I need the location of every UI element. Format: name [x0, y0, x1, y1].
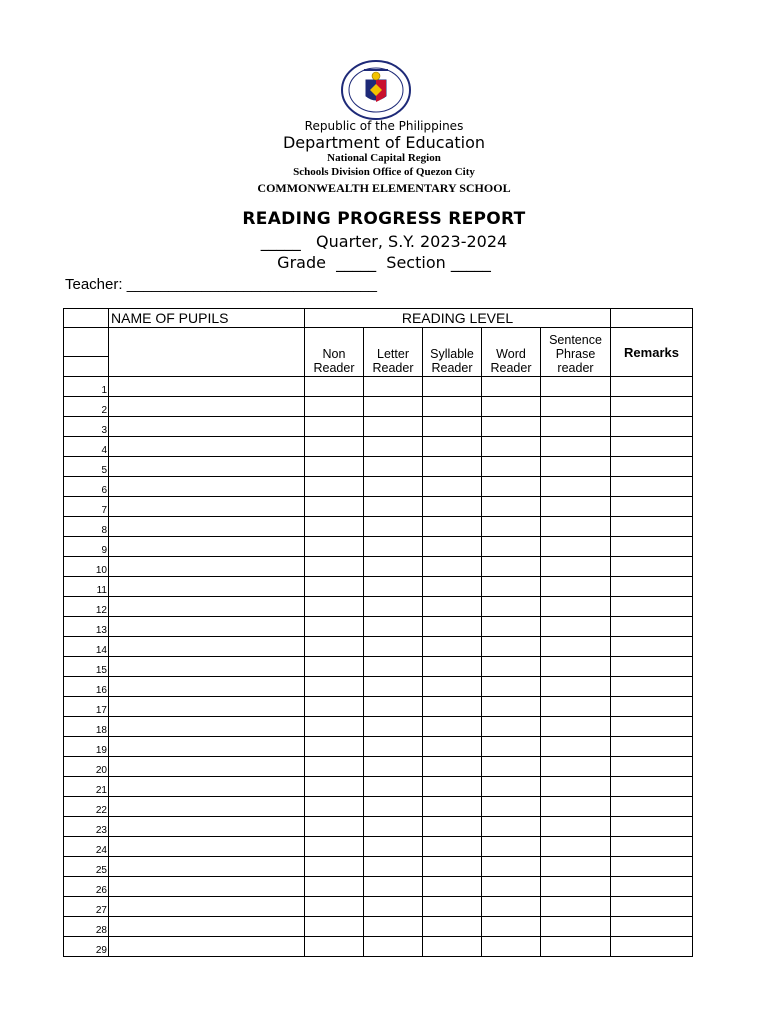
- letter-reader-cell[interactable]: [364, 717, 423, 737]
- syllable-reader-cell[interactable]: [423, 417, 482, 437]
- quarter-line: _____ Quarter, S.Y. 2023-2024: [260, 232, 508, 251]
- syllable-reader-cell[interactable]: [423, 557, 482, 577]
- letter-reader-cell[interactable]: [364, 417, 423, 437]
- sentence-phrase-reader-cell[interactable]: [541, 577, 611, 597]
- syllable-reader-cell[interactable]: [423, 537, 482, 557]
- pupil-name-cell[interactable]: [109, 477, 305, 497]
- row-number-cell: 28: [64, 917, 109, 937]
- remarks-cell[interactable]: [611, 837, 693, 857]
- syllable-reader-cell[interactable]: [423, 797, 482, 817]
- non-reader-cell[interactable]: [305, 797, 364, 817]
- letter-reader-cell[interactable]: [364, 817, 423, 837]
- non-reader-cell[interactable]: [305, 457, 364, 477]
- table-row: [64, 577, 693, 597]
- row-number-cell: 16: [64, 677, 109, 697]
- pupil-name-cell[interactable]: [109, 457, 305, 477]
- non-reader-cell[interactable]: [305, 697, 364, 717]
- pupil-name-cell[interactable]: [109, 637, 305, 657]
- table-row: [64, 417, 693, 437]
- row-number-cell: 27: [64, 897, 109, 917]
- non-reader-cell[interactable]: [305, 517, 364, 537]
- pupil-name-cell[interactable]: [109, 677, 305, 697]
- row-number-cell: 8: [64, 517, 109, 537]
- letter-reader-cell[interactable]: [364, 797, 423, 817]
- table-row: [64, 537, 693, 557]
- department-label: Department of Education: [282, 133, 486, 152]
- non-reader-cell[interactable]: [305, 477, 364, 497]
- pupil-name-cell[interactable]: [109, 497, 305, 517]
- table-row: [64, 617, 693, 637]
- non-reader-cell[interactable]: [305, 917, 364, 937]
- number-subheader-cell: [64, 328, 109, 377]
- row-number-cell: 7: [64, 497, 109, 517]
- sentence-phrase-reader-cell[interactable]: [541, 837, 611, 857]
- report-title: READING PROGRESS REPORT: [242, 209, 526, 229]
- remarks-top-cell: [611, 309, 693, 328]
- table-row: [64, 437, 693, 457]
- subheader-text-line: Reader: [490, 361, 532, 375]
- table-row: [64, 757, 693, 777]
- non-reader-cell[interactable]: [305, 577, 364, 597]
- word-reader-cell[interactable]: [482, 677, 541, 697]
- remarks-cell[interactable]: [611, 817, 693, 837]
- pupil-name-cell[interactable]: [109, 877, 305, 897]
- pupil-name-cell[interactable]: [109, 797, 305, 817]
- pupil-name-cell[interactable]: [109, 717, 305, 737]
- syllable-reader-cell[interactable]: [423, 577, 482, 597]
- non-reader-cell[interactable]: [305, 397, 364, 417]
- remarks-header: Remarks: [611, 328, 693, 377]
- word-reader-cell[interactable]: [482, 417, 541, 437]
- table-row: [64, 937, 693, 957]
- word-reader-cell[interactable]: [482, 437, 541, 457]
- word-reader-cell[interactable]: [482, 757, 541, 777]
- table-row: [64, 797, 693, 817]
- letter-reader-cell[interactable]: [364, 837, 423, 857]
- row-number-cell: 14: [64, 637, 109, 657]
- subheader-text-line: Sentence: [549, 333, 602, 347]
- letter-reader-cell[interactable]: [364, 377, 423, 397]
- row-number-cell: 9: [64, 537, 109, 557]
- non-reader-cell[interactable]: [305, 617, 364, 637]
- sentence-phrase-reader-cell[interactable]: [541, 637, 611, 657]
- row-number-cell: 11: [64, 577, 109, 597]
- letter-reader-cell[interactable]: [364, 617, 423, 637]
- pupil-name-cell[interactable]: [109, 917, 305, 937]
- remarks-cell[interactable]: [611, 717, 693, 737]
- non-reader-cell[interactable]: [305, 737, 364, 757]
- subheader-text-line: Non: [322, 347, 346, 361]
- pupil-name-cell[interactable]: [109, 437, 305, 457]
- table-row: [64, 457, 693, 477]
- pupil-name-cell[interactable]: [109, 537, 305, 557]
- letter-reader-cell[interactable]: [364, 497, 423, 517]
- remarks-cell[interactable]: [611, 917, 693, 937]
- word-reader-cell[interactable]: [482, 657, 541, 677]
- letter-reader-cell[interactable]: [364, 737, 423, 757]
- row-number-cell: 12: [64, 597, 109, 617]
- sentence-phrase-reader-cell[interactable]: [541, 817, 611, 837]
- letter-reader-cell[interactable]: [364, 777, 423, 797]
- row-number-cell: 25: [64, 857, 109, 877]
- remarks-cell[interactable]: [611, 577, 693, 597]
- remarks-cell[interactable]: [611, 757, 693, 777]
- word-reader-cell[interactable]: [482, 777, 541, 797]
- sentence-phrase-reader-cell[interactable]: [541, 417, 611, 437]
- table-row: [64, 897, 693, 917]
- letter-reader-cell[interactable]: [364, 677, 423, 697]
- pupil-name-cell[interactable]: [109, 517, 305, 537]
- letter-reader-cell[interactable]: [364, 577, 423, 597]
- republic-label: Republic of the Philippines: [304, 119, 464, 133]
- pupil-name-cell[interactable]: [109, 817, 305, 837]
- table-row: [64, 677, 693, 697]
- row-number-cell: 5: [64, 457, 109, 477]
- table-row: [64, 497, 693, 517]
- word-reader-cell[interactable]: [482, 397, 541, 417]
- syllable-reader-cell[interactable]: [423, 737, 482, 757]
- table-row: [64, 737, 693, 757]
- row-number-cell: 13: [64, 617, 109, 637]
- sentence-phrase-reader-cell[interactable]: [541, 437, 611, 457]
- pupil-name-cell[interactable]: [109, 737, 305, 757]
- word-reader-cell[interactable]: [482, 637, 541, 657]
- syllable-reader-cell[interactable]: [423, 397, 482, 417]
- remarks-cell[interactable]: [611, 637, 693, 657]
- sentence-phrase-reader-cell[interactable]: [541, 677, 611, 697]
- pupil-name-cell[interactable]: [109, 397, 305, 417]
- table-row: [64, 637, 693, 657]
- non-reader-cell[interactable]: [305, 877, 364, 897]
- table-row: [64, 817, 693, 837]
- pupil-name-cell[interactable]: [109, 557, 305, 577]
- syllable-reader-cell[interactable]: [423, 517, 482, 537]
- remarks-cell[interactable]: [611, 617, 693, 637]
- word-reader-cell[interactable]: [482, 557, 541, 577]
- word-reader-cell[interactable]: [482, 697, 541, 717]
- remarks-cell[interactable]: [611, 557, 693, 577]
- remarks-cell[interactable]: [611, 777, 693, 797]
- remarks-cell[interactable]: [611, 537, 693, 557]
- remarks-cell[interactable]: [611, 417, 693, 437]
- row-number-cell: 23: [64, 817, 109, 837]
- table-row: [64, 837, 693, 857]
- word-reader-cell[interactable]: [482, 737, 541, 757]
- remarks-cell[interactable]: [611, 457, 693, 477]
- letter-reader-cell[interactable]: [364, 757, 423, 777]
- letter-reader-cell[interactable]: [364, 437, 423, 457]
- letter-reader-cell[interactable]: [364, 857, 423, 877]
- word-reader-cell[interactable]: [482, 717, 541, 737]
- word-reader-cell[interactable]: [482, 837, 541, 857]
- remarks-cell[interactable]: [611, 797, 693, 817]
- row-number-cell: 18: [64, 717, 109, 737]
- subheader-text-line: Letter: [377, 347, 409, 361]
- remarks-cell[interactable]: [611, 597, 693, 617]
- remarks-cell[interactable]: [611, 857, 693, 877]
- non-reader-cell[interactable]: [305, 717, 364, 737]
- sentence-phrase-reader-cell[interactable]: [541, 937, 611, 957]
- pupil-name-cell[interactable]: [109, 777, 305, 797]
- remarks-cell[interactable]: [611, 697, 693, 717]
- sentence-phrase-reader-cell[interactable]: [541, 457, 611, 477]
- syllable-reader-cell[interactable]: [423, 617, 482, 637]
- sentence-phrase-reader-cell[interactable]: [541, 377, 611, 397]
- non-reader-header: [305, 328, 364, 377]
- non-reader-cell[interactable]: [305, 777, 364, 797]
- sentence-phrase-reader-cell[interactable]: [541, 737, 611, 757]
- pupil-name-cell[interactable]: [109, 377, 305, 397]
- word-reader-cell[interactable]: [482, 897, 541, 917]
- pupil-name-cell[interactable]: [109, 757, 305, 777]
- non-reader-cell[interactable]: [305, 837, 364, 857]
- reading-progress-table: [63, 308, 693, 957]
- syllable-reader-cell[interactable]: [423, 757, 482, 777]
- reading-level-header: READING LEVEL: [305, 309, 611, 328]
- table-row: [64, 857, 693, 877]
- row-number-cell: 29: [64, 937, 109, 957]
- syllable-reader-cell[interactable]: [423, 657, 482, 677]
- non-reader-cell[interactable]: [305, 757, 364, 777]
- table-row: [64, 397, 693, 417]
- word-reader-header: [482, 328, 541, 377]
- table-row: [64, 377, 693, 397]
- subheader-text-line: reader: [557, 361, 594, 375]
- letter-reader-header: [364, 328, 423, 377]
- grade-section-line: Grade _____ Section _____: [277, 253, 491, 272]
- syllable-reader-cell[interactable]: [423, 897, 482, 917]
- non-reader-cell[interactable]: [305, 937, 364, 957]
- row-number-cell: 2: [64, 397, 109, 417]
- sentence-phrase-reader-cell[interactable]: [541, 397, 611, 417]
- row-number-cell: 26: [64, 877, 109, 897]
- remarks-cell[interactable]: [611, 937, 693, 957]
- word-reader-cell[interactable]: [482, 597, 541, 617]
- remarks-cell[interactable]: [611, 517, 693, 537]
- syllable-reader-cell[interactable]: [423, 837, 482, 857]
- word-reader-cell[interactable]: [482, 457, 541, 477]
- non-reader-cell[interactable]: [305, 857, 364, 877]
- syllable-reader-cell[interactable]: [423, 697, 482, 717]
- row-number-cell: 3: [64, 417, 109, 437]
- pupil-name-cell[interactable]: [109, 837, 305, 857]
- syllable-reader-cell[interactable]: [423, 637, 482, 657]
- word-reader-cell[interactable]: [482, 477, 541, 497]
- region-label: National Capital Region: [327, 152, 441, 164]
- letter-reader-cell[interactable]: [364, 917, 423, 937]
- word-reader-cell[interactable]: [482, 917, 541, 937]
- row-number-cell: 4: [64, 437, 109, 457]
- syllable-reader-cell[interactable]: [423, 777, 482, 797]
- remarks-cell[interactable]: [611, 377, 693, 397]
- word-reader-cell[interactable]: [482, 617, 541, 637]
- subheader-text-line: Reader: [431, 361, 473, 375]
- letter-reader-cell[interactable]: [364, 877, 423, 897]
- row-number-cell: 1: [64, 377, 109, 397]
- row-number-cell: 21: [64, 777, 109, 797]
- row-number-cell: 22: [64, 797, 109, 817]
- sentence-phrase-reader-cell[interactable]: [541, 917, 611, 937]
- sentence-phrase-reader-header: [541, 328, 611, 377]
- syllable-reader-cell[interactable]: [423, 877, 482, 897]
- non-reader-cell[interactable]: [305, 657, 364, 677]
- subheader-text-line: Word: [496, 347, 526, 361]
- word-reader-cell[interactable]: [482, 497, 541, 517]
- name-of-pupils-header: NAME OF PUPILS: [109, 309, 305, 328]
- syllable-reader-cell[interactable]: [423, 497, 482, 517]
- school-name: COMMONWEALTH ELEMENTARY SCHOOL: [257, 181, 511, 195]
- table-row: [64, 517, 693, 537]
- syllable-reader-header: [423, 328, 482, 377]
- sentence-phrase-reader-cell[interactable]: [541, 597, 611, 617]
- non-reader-cell[interactable]: [305, 637, 364, 657]
- non-reader-cell[interactable]: [305, 417, 364, 437]
- word-reader-cell[interactable]: [482, 537, 541, 557]
- word-reader-cell[interactable]: [482, 817, 541, 837]
- name-subheader-cell: [109, 328, 305, 377]
- subheader-text-line: Phrase: [555, 347, 596, 361]
- pupil-name-cell[interactable]: [109, 857, 305, 877]
- subheader-text-line: Syllable: [430, 347, 474, 361]
- letter-reader-cell[interactable]: [364, 517, 423, 537]
- sentence-phrase-reader-cell[interactable]: [541, 537, 611, 557]
- deped-seal: [340, 60, 412, 120]
- pupil-name-cell[interactable]: [109, 597, 305, 617]
- sentence-phrase-reader-cell[interactable]: [541, 657, 611, 677]
- syllable-reader-cell[interactable]: [423, 677, 482, 697]
- word-reader-cell[interactable]: [482, 877, 541, 897]
- word-reader-cell[interactable]: [482, 797, 541, 817]
- syllable-reader-cell[interactable]: [423, 937, 482, 957]
- sentence-phrase-reader-cell[interactable]: [541, 557, 611, 577]
- letter-reader-cell[interactable]: [364, 537, 423, 557]
- remarks-cell[interactable]: [611, 477, 693, 497]
- sentence-phrase-reader-cell[interactable]: [541, 517, 611, 537]
- pupil-name-cell[interactable]: [109, 697, 305, 717]
- remarks-cell[interactable]: [611, 877, 693, 897]
- non-reader-cell[interactable]: [305, 897, 364, 917]
- letter-reader-cell[interactable]: [364, 637, 423, 657]
- header-row-1: [64, 309, 693, 328]
- remarks-cell[interactable]: [611, 437, 693, 457]
- remarks-cell[interactable]: [611, 397, 693, 417]
- row-number-cell: 24: [64, 837, 109, 857]
- row-number-cell: 15: [64, 657, 109, 677]
- number-header-cell: [64, 309, 109, 328]
- sentence-phrase-reader-cell[interactable]: [541, 497, 611, 517]
- teacher-line: Teacher: ______________________________: [65, 276, 377, 293]
- subheader-rule: [64, 356, 108, 357]
- sentence-phrase-reader-cell[interactable]: [541, 697, 611, 717]
- row-number-cell: 19: [64, 737, 109, 757]
- sentence-phrase-reader-cell[interactable]: [541, 897, 611, 917]
- table-row: [64, 697, 693, 717]
- sentence-phrase-reader-cell[interactable]: [541, 617, 611, 637]
- word-reader-cell[interactable]: [482, 377, 541, 397]
- table-row: [64, 597, 693, 617]
- sentence-phrase-reader-cell[interactable]: [541, 477, 611, 497]
- row-number-cell: 20: [64, 757, 109, 777]
- remarks-cell[interactable]: [611, 497, 693, 517]
- word-reader-cell[interactable]: [482, 857, 541, 877]
- row-number-cell: 6: [64, 477, 109, 497]
- letter-reader-cell[interactable]: [364, 897, 423, 917]
- sentence-phrase-reader-cell[interactable]: [541, 877, 611, 897]
- subheader-text-line: Reader: [313, 361, 355, 375]
- remarks-cell[interactable]: [611, 897, 693, 917]
- non-reader-cell[interactable]: [305, 597, 364, 617]
- letter-reader-cell[interactable]: [364, 597, 423, 617]
- pupil-name-cell[interactable]: [109, 897, 305, 917]
- letter-reader-cell[interactable]: [364, 397, 423, 417]
- non-reader-cell[interactable]: [305, 537, 364, 557]
- remarks-cell[interactable]: [611, 737, 693, 757]
- pupil-name-cell[interactable]: [109, 417, 305, 437]
- non-reader-cell[interactable]: [305, 497, 364, 517]
- syllable-reader-cell[interactable]: [423, 817, 482, 837]
- header-row-2: [64, 328, 693, 377]
- pupil-name-cell[interactable]: [109, 577, 305, 597]
- word-reader-cell[interactable]: [482, 577, 541, 597]
- word-reader-cell[interactable]: [482, 937, 541, 957]
- table-row: [64, 557, 693, 577]
- remarks-cell[interactable]: [611, 677, 693, 697]
- syllable-reader-cell[interactable]: [423, 597, 482, 617]
- division-label: Schools Division Office of Quezon City: [293, 166, 475, 178]
- sentence-phrase-reader-cell[interactable]: [541, 777, 611, 797]
- non-reader-cell[interactable]: [305, 437, 364, 457]
- syllable-reader-cell[interactable]: [423, 477, 482, 497]
- sentence-phrase-reader-cell[interactable]: [541, 857, 611, 877]
- syllable-reader-cell[interactable]: [423, 377, 482, 397]
- row-number-cell: 10: [64, 557, 109, 577]
- word-reader-cell[interactable]: [482, 517, 541, 537]
- syllable-reader-cell[interactable]: [423, 917, 482, 937]
- non-reader-cell[interactable]: [305, 557, 364, 577]
- letter-reader-cell[interactable]: [364, 477, 423, 497]
- sentence-phrase-reader-cell[interactable]: [541, 797, 611, 817]
- letter-reader-cell[interactable]: [364, 657, 423, 677]
- syllable-reader-cell[interactable]: [423, 857, 482, 877]
- table-row: [64, 777, 693, 797]
- letter-reader-cell[interactable]: [364, 457, 423, 477]
- table-row: [64, 917, 693, 937]
- subheader-text-line: Reader: [372, 361, 414, 375]
- syllable-reader-cell[interactable]: [423, 457, 482, 477]
- pupil-name-cell[interactable]: [109, 657, 305, 677]
- table-row: [64, 477, 693, 497]
- row-number-cell: 17: [64, 697, 109, 717]
- syllable-reader-cell[interactable]: [423, 717, 482, 737]
- non-reader-cell[interactable]: [305, 377, 364, 397]
- syllable-reader-cell[interactable]: [423, 437, 482, 457]
- table-row: [64, 877, 693, 897]
- table-row: [64, 717, 693, 737]
- letter-reader-cell[interactable]: [364, 557, 423, 577]
- non-reader-cell[interactable]: [305, 817, 364, 837]
- letter-reader-cell[interactable]: [364, 697, 423, 717]
- pupil-name-cell[interactable]: [109, 617, 305, 637]
- letter-reader-cell[interactable]: [364, 937, 423, 957]
- pupil-name-cell[interactable]: [109, 937, 305, 957]
- sentence-phrase-reader-cell[interactable]: [541, 717, 611, 737]
- sentence-phrase-reader-cell[interactable]: [541, 757, 611, 777]
- remarks-cell[interactable]: [611, 657, 693, 677]
- non-reader-cell[interactable]: [305, 677, 364, 697]
- table-row: [64, 657, 693, 677]
